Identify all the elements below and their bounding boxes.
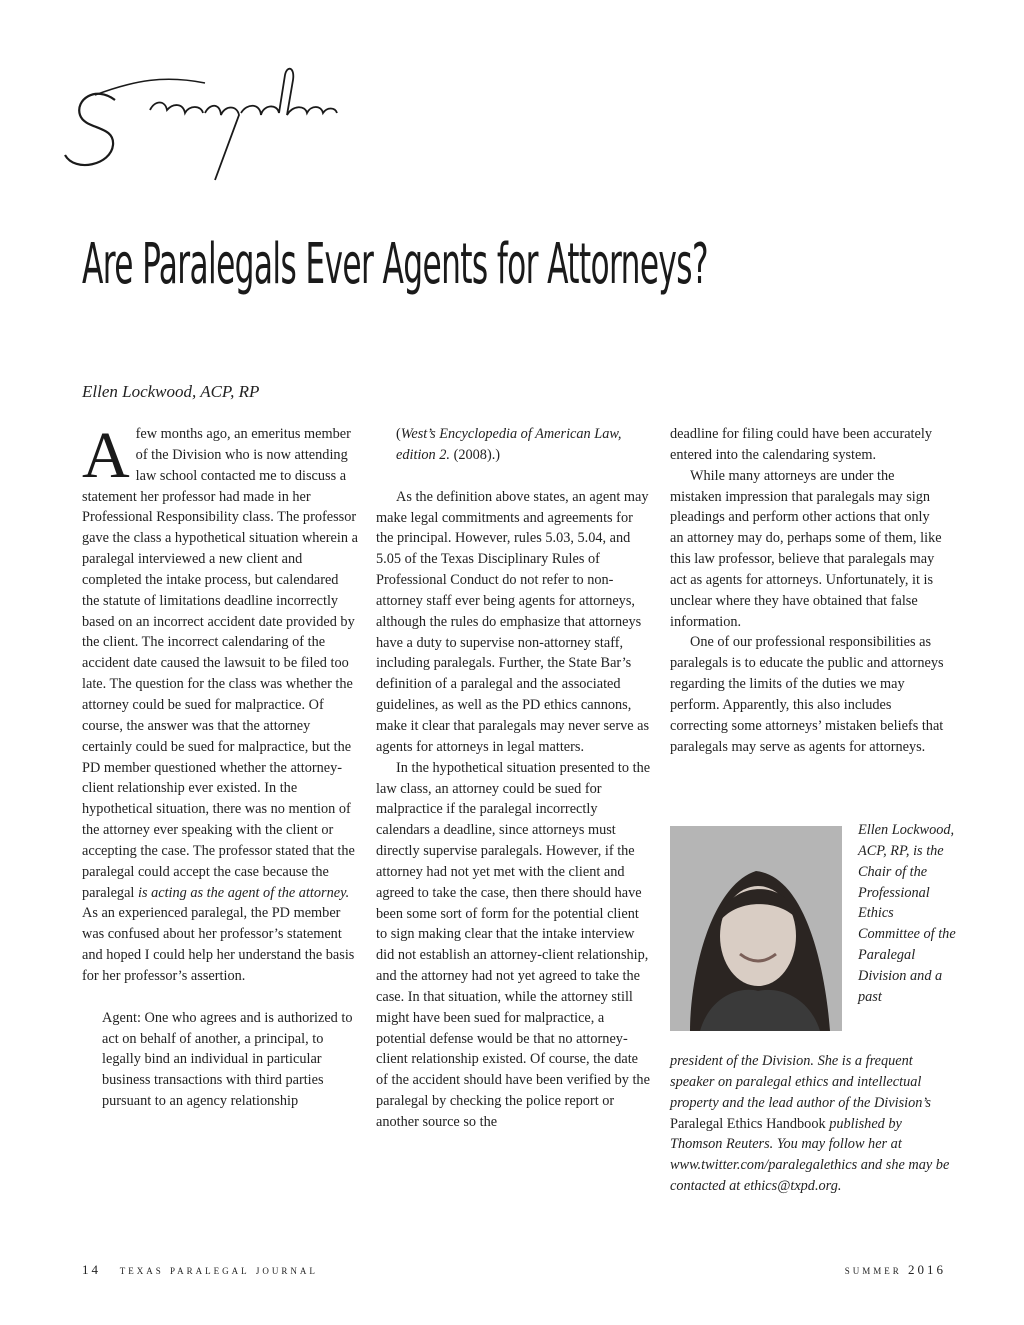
author-byline: Ellen Lockwood, ACP, RP: [82, 382, 260, 401]
definition-block: [102, 1008, 358, 1112]
issue-label: summer 2016: [844, 1262, 946, 1277]
book-title: Paralegal Ethics Handbook: [670, 1115, 826, 1132]
paragraph: As the definition above states, an agent may make legal commitments and agreements for the principal. However, rules 5.03, 5.04, and 5.05 of the Texas Disciplinary Rules of Professional Conduct do not refer to non-attorney staff ever being agents for attorneys, although the rules do emphasize that attorneys have a duty to supervise non-attorney staff, including paralegals. Further, the State Bar’s definition of a paralegal and the associated guidelines, as well as the PD ethics cannons, make it clear that paralegals may never serve as agents for attorneys in legal matters.: [376, 488, 650, 755]
emphasis: is acting as the agent of the attorney.: [137, 884, 350, 901]
paragraph: While many attorneys are under the mistaken impression that paralegals may sign pleadings and perform other actions that only an attorney may do, perhaps some of them, like this law professor, believe that paralegals may act as agents for attorneys. Unfortunately, it is unclear where they have obtained that false information.: [670, 467, 942, 630]
article-column-3: [670, 424, 946, 758]
article-headline: Are Paralegals Ever Agents for Attorneys?: [82, 232, 708, 297]
author-photo: [670, 826, 842, 1031]
definition-term: Agent: [102, 1009, 137, 1026]
paragraph-intro: Afew months ago, an emeritus member of the Division who is now attending law school contacted me to discuss a statement her professor had made in her Professional Responsibility class. The professor gave the class a hypothetical situation wherein a paralegal interviewed a new client and completed the intake process, but calendared the statute of limitations deadline incorrectly based on an incorrect accident date provided by the client. The incorrect calendaring of the accident date caused the lawsuit to be filed too late. The question for the class was whether the attorney could be sued for malpractice. Of course, the answer was that the attorney certainly could be sued for malpractice, but the PD member questioned whether the attorney-client relationship ever existed. In the hypothetical situation, there was no mention of the attorney ever speaking with the client or accepting the case. The professor stated that the paralegal could accept the case because the paralegal is acting as the agent of the attorney. As an experienced paralegal, the PD member was confused about her professor’s statement and hoped I could help her understand the basis for her professor’s assertion.: [82, 419, 358, 984]
scruples-script-logo: [55, 55, 385, 185]
article-column-2: [376, 424, 652, 1133]
page-number: 14: [82, 1262, 101, 1277]
section-logo: [55, 55, 385, 185]
drop-cap: A: [82, 419, 130, 492]
definition-text: : One who agrees and is authorized to act on behalf of another, a principal, to legally bind an individual in particular business transactions with third parties pursuant to an agency relationship: [102, 1009, 353, 1110]
logo-text: Scruples: [55, 55, 59, 56]
paragraph: In the hypothetical situation presented to the law class, an attorney could be sued for malpractice if the paralegal incorrectly calendars a deadline, since attorneys must directly supervise paralegals. However, if the attorney had not yet met with the client and agreed to take the case, then there should have been some sort of form for the potential client to sign making clear that the intake interview did not establish an attorney-client relationship, and the attorney had not yet agreed to take the case. In that situation, while the attorney still might have been sued for malpractice, a potential defense would be that no attorney-client relationship existed. Of course, the date of the accident should have been verified by the paralegal by checking the police report or another source so the: [376, 759, 651, 1130]
bio-caption-bottom: president of the Division. She is a frequent speaker on paralegal ethics and intellectual property and the lead author of the Division’s Paralegal Ethics Handbook published by Thomson Reuters. You may follow her at www.twitter.com/paralegalethics and she may be contacted at ethics@txpd.org.: [670, 1053, 950, 1195]
paragraph: deadline for filing could have been accurately entered into the calendaring system.: [670, 426, 932, 463]
paragraph: One of our professional responsibilities as paralegals is to educate the public and attorneys regarding the limits of the duties we may perform. Apparently, this also includes correcting some attorneys’ mistaken beliefs that paralegals may serve as agents for attorneys.: [670, 634, 944, 755]
footer-left: [82, 1262, 318, 1278]
journal-name: texas paralegal journal: [119, 1262, 318, 1277]
article-column-1: [82, 419, 358, 1112]
citation: (West’s Encyclopedia of American Law, edition 2. (2008).): [396, 426, 622, 463]
bio-caption-side: Ellen Lockwood, ACP, RP, is the Chair of the Professional Ethics Committee of the Paralegal Division and a past: [858, 822, 956, 1005]
